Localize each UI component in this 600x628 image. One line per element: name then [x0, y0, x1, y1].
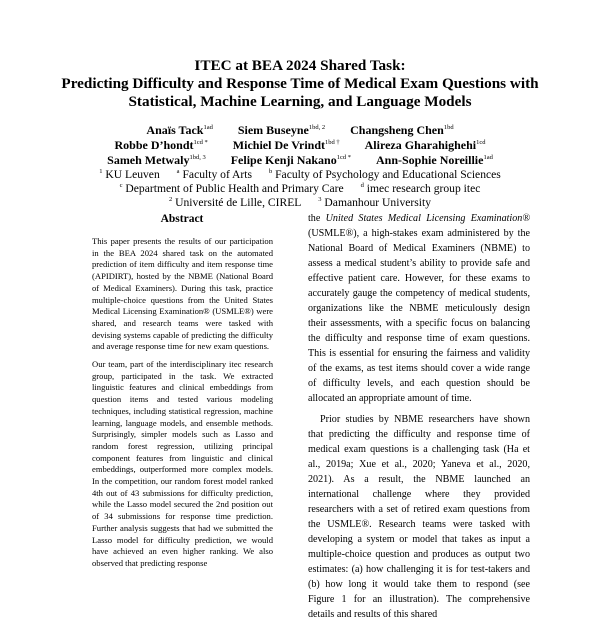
body-paragraph	[308, 211, 530, 406]
author-affiliation-marker: 1bd	[443, 124, 454, 131]
author-name: Alireza Gharahighehi	[364, 138, 477, 152]
affiliation-text: KU Leuven	[105, 168, 160, 181]
author-affiliation-marker: 1bd †	[325, 139, 340, 146]
affiliation-line-3	[0, 196, 600, 210]
author-row-2	[0, 138, 600, 152]
abstract-paragraph: This paper presents the results of our participation in the BEA 2024 shared task on the automated prediction of item difficulty and item response time (APIDIRT), hosted by the NBME (National Board of Medical Examiners). During this task, practice multiple-choice questions from the United States Medical Licensing Examination® (USMLE®) were shared, and research teams were tasked with devising systems capable of predicting the difficulty and average response time for new exam questions.	[92, 236, 273, 352]
affiliation-text: Faculty of Psychology and Educational Sciences	[275, 168, 501, 181]
affiliation-text: imec research group itec	[366, 182, 481, 195]
body-text: (USMLE®), a high-stakes exam administered by the National Board of Medical Examiners (NBME) to assess a medical student’s ability to provide safe and effective patient care. However, for these exams to accurately gauge the competency of medical students, organizations like the NBME meticulously design their assessments, with a specific focus on balancing the difficulty and response time of exam questions. This is essential for ensuring the fairness and validity of the exams, as test items should cover a wide range of difficulty levels, and each question should be allocated an appropriate amount of time.	[308, 228, 530, 404]
affiliation-marker: a	[176, 168, 180, 175]
affiliation-marker: 1	[99, 168, 103, 175]
author-name: Ann-Sophie Noreillie	[376, 153, 484, 167]
affiliation-text: Department of Public Health and Primary Care	[125, 182, 344, 195]
affiliation-line-2	[0, 182, 600, 196]
abstract-heading: Abstract	[160, 213, 204, 225]
author-affiliation-marker: 1cd	[476, 139, 486, 146]
author-name: Felipe Kenji Nakano	[230, 153, 337, 167]
author-name: Robbe D’hondt	[114, 138, 194, 152]
author-name: Michiel De Vrindt	[232, 138, 326, 152]
author-row-3	[0, 153, 600, 167]
author-name: Anaïs Tack	[146, 123, 204, 137]
author-row-1	[0, 123, 600, 137]
body-column-right	[308, 211, 530, 628]
body-paragraph: Prior studies by NBME researchers have shown that predicting the difficulty and response time of medical exam questions is a challenging task (Ha et al., 2019a; Xue et al., 2020; Yaneva et al., 2020, 2021). As a result, the NBME launched an international challenge where they provided researchers with a set of retired exam questions from the USMLE®. Research teams were tasked with developing a system or model that takes as input a multiple-choice question and produces as output two estimates: (a) how challenging it is for test-takers and (b) how long it would take them to respond (see Figure 1 for an illustration). The comprehensive details and results of this shared	[308, 414, 530, 620]
author-name: Siem Buseyne	[237, 123, 309, 137]
abstract-body	[92, 236, 273, 576]
author-affiliation-marker: 1ad	[203, 124, 213, 131]
author-affiliation-marker: 1ad	[483, 154, 493, 161]
author-affiliation-marker: 1bd, 2	[308, 124, 326, 131]
body-text: the	[308, 213, 326, 224]
paper-title-line-2: Predicting Difficulty and Response Time of Medical Exam Questions with	[61, 75, 539, 92]
paper-title-line-3: Statistical, Machine Learning, and Language Models	[128, 93, 472, 110]
author-affiliation-marker: 1cd *	[193, 139, 208, 146]
affiliation-text: Damanhour University	[324, 196, 431, 209]
author-name: Changsheng Chen	[350, 123, 444, 137]
author-affiliation-marker: 1cd *	[336, 154, 351, 161]
abstract-paragraph: Our team, part of the interdisciplinary itec research group, participated in the task. We extracted linguistic features and clinical embeddings from question items and tested various modeling techniques, including statistical regression, machine learning, language models, and ensemble methods. Surprisingly, simpler models such as Lasso and random forest regression, utilizing principal component features from linguistic and clinical embeddings, outperformed more complex models. In the competition, our random forest model ranked 4th out of 43 submissions for difficulty prediction, while the Lasso model secured the 2nd position out of 34 submissions for response time prediction. Further analysis suggests that had we submitted the Lasso model for difficulty prediction, we would have achieved an even higher ranking. We also observed that predicting response	[92, 359, 273, 568]
affiliation-text: Faculty of Arts	[182, 168, 253, 181]
exam-name-italic: United States Medical Licensing Examination®	[325, 213, 531, 224]
affiliation-marker: c	[119, 182, 123, 189]
affiliation-marker: b	[268, 168, 273, 175]
author-affiliation-marker: 1bd, 3	[189, 154, 206, 161]
affiliation-line-1	[0, 168, 600, 182]
author-name: Sameh Metwaly	[107, 153, 190, 167]
affiliation-marker: 3	[318, 196, 322, 203]
affiliation-text: Université de Lille, CIREL	[175, 196, 302, 209]
affiliation-marker: d	[360, 182, 364, 189]
paper-title-line-1: ITEC at BEA 2024 Shared Task:	[194, 57, 406, 74]
affiliation-marker: 2	[168, 196, 173, 203]
